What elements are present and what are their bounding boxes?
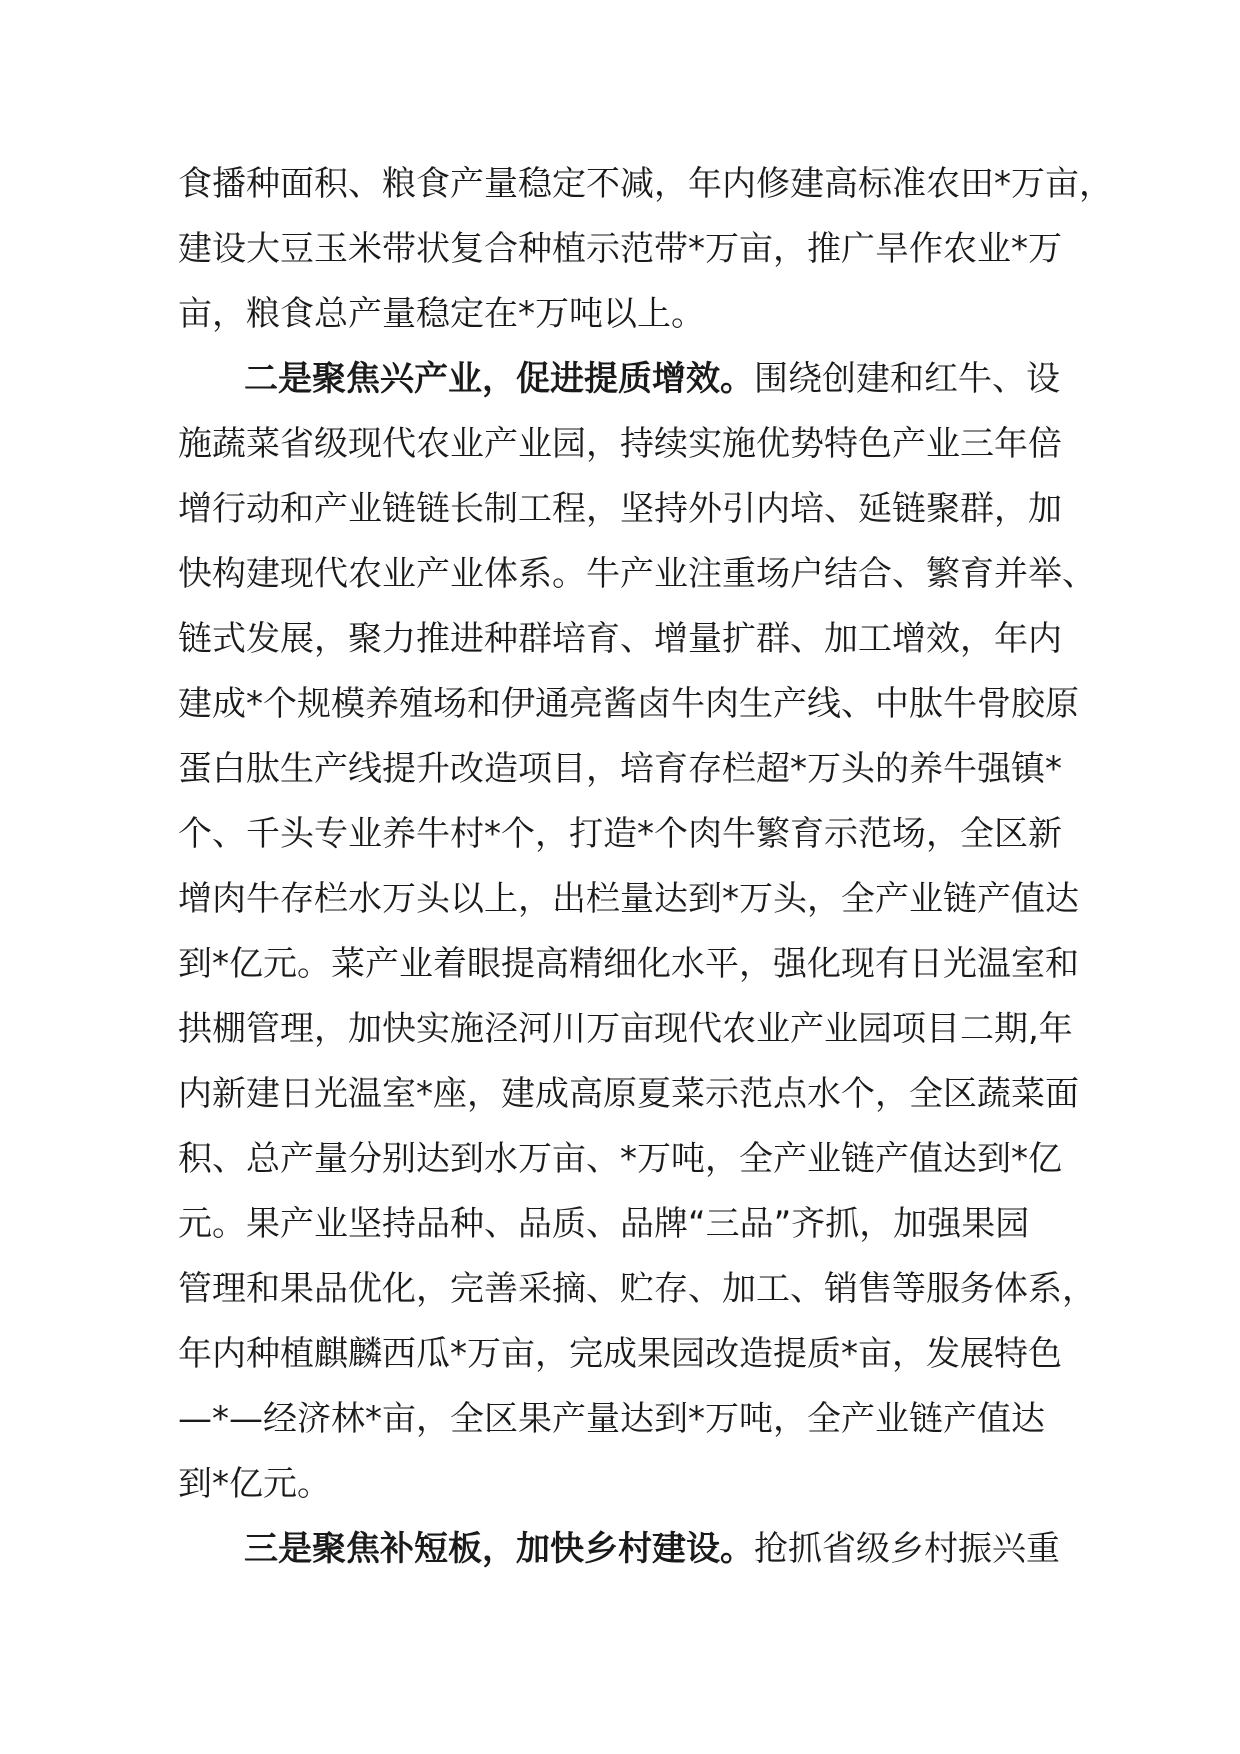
paragraph-first-line <box>178 347 1088 412</box>
section-heading: 二是聚焦兴产业，促进提质增效。 <box>244 359 754 399</box>
paragraph-2 <box>178 347 1096 1517</box>
document-body <box>178 152 1113 1582</box>
paragraph-line: 内新建日光温室*座，建成高原夏菜示范点水个，全区蔬菜面 <box>178 1074 1079 1114</box>
heading-continuation: 围绕创建和红牛、设 <box>754 359 1060 399</box>
paragraph-line: 蛋白肽生产线提升改造项目，培育存栏超*万头的养牛强镇* <box>178 749 1062 789</box>
paragraph-1 <box>178 152 1113 347</box>
paragraph-line: 亩，粮食总产量稳定在*万吨以上。 <box>178 294 705 334</box>
paragraph-line: 增行动和产业链链长制工程，坚持外引内培、延链聚群，加 <box>178 489 1062 529</box>
paragraph-line: 施蔬菜省级现代农业产业园，持续实施优势特色产业三年倍 <box>178 424 1062 464</box>
paragraph-line: 积、总产量分别达到水万亩、*万吨，全产业链产值达到*亿 <box>178 1139 1062 1179</box>
paragraph-line: 快构建现代农业产业体系。牛产业注重场户结合、繁育并举、 <box>178 554 1096 594</box>
paragraph-line: 到*亿元。 <box>178 1464 331 1504</box>
section-heading: 三是聚焦补短板，加快乡村建设。 <box>244 1529 754 1569</box>
paragraph-line: 增肉牛存栏水万头以上，出栏量达到*万头，全产业链产值达 <box>178 879 1079 919</box>
paragraph-line: 拱棚管理，加快实施泾河川万亩现代农业产业园项目二期,年 <box>178 1009 1073 1049</box>
paragraph-line: —*—经济林*亩，全区果产量达到*万吨，全产业链产值达 <box>178 1399 1045 1439</box>
paragraph-line: 到*亿元。菜产业着眼提高精细化水平，强化现有日光温室和 <box>178 944 1079 984</box>
paragraph-line: 建设大豆玉米带状复合种植示范带*万亩，推广旱作农业*万 <box>178 229 1062 269</box>
paragraph-line: 元。果产业坚持品种、品质、品牌“三品”齐抓，加强果园 <box>178 1204 1030 1244</box>
heading-continuation: 抢抓省级乡村振兴重 <box>754 1529 1060 1569</box>
paragraph-line: 建成*个规模养殖场和伊通亮酱卤牛肉生产线、中肽牛骨胶原 <box>178 684 1079 724</box>
paragraph-3 <box>178 1517 1088 1582</box>
paragraph-line: 个、千头专业养牛村*个，打造*个肉牛繁育示范场，全区新 <box>178 814 1062 854</box>
paragraph-first-line <box>178 1517 1088 1582</box>
paragraph-line: 链式发展，聚力推进种群培育、增量扩群、加工增效，年内 <box>178 619 1062 659</box>
paragraph-line: 年内种植麒麟西瓜*万亩，完成果园改造提质*亩，发展特色 <box>178 1334 1062 1374</box>
paragraph-line: 管理和果品优化，完善采摘、贮存、加工、销售等服务体系， <box>178 1269 1096 1309</box>
paragraph-line: 食播种面积、粮食产量稳定不减，年内修建高标准农田*万亩， <box>178 164 1113 204</box>
